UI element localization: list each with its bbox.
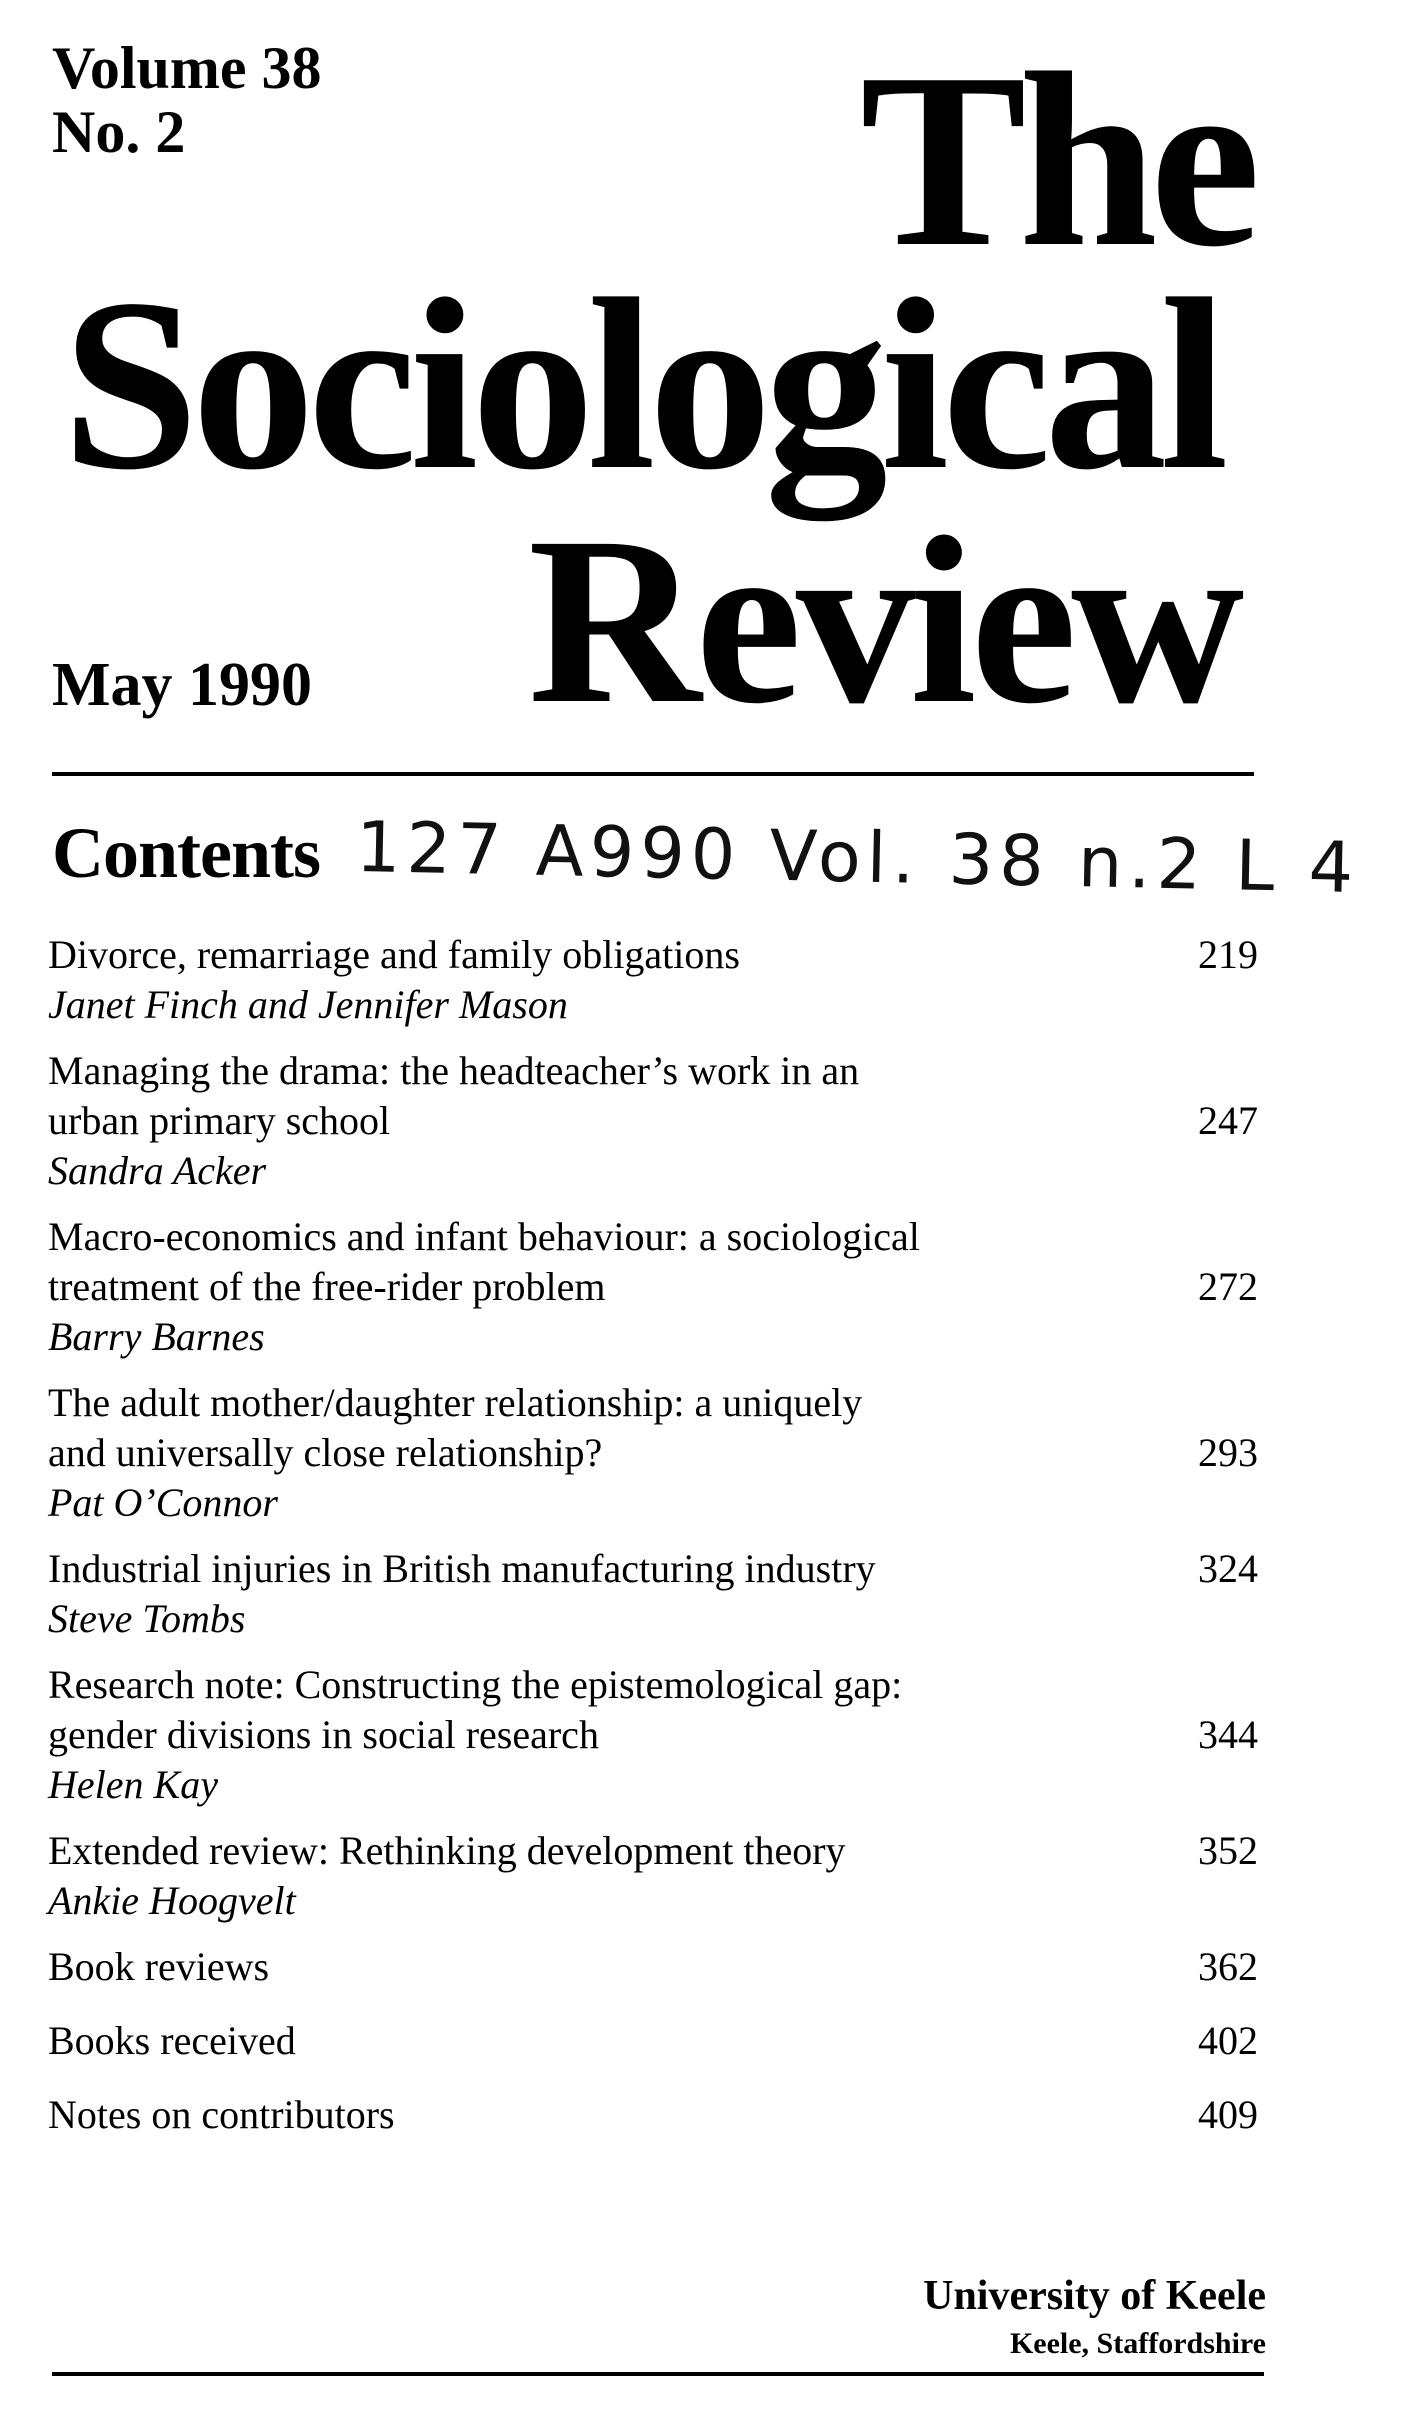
publisher-place: Keele, Staffordshire [1009,2327,1266,2360]
contents-list [48,930,1258,2164]
entry-page: 247 [1198,1098,1258,1143]
entry-author: Janet Finch and Jennifer Mason [48,982,568,1027]
volume-issue [52,36,321,164]
entry-page: 272 [1198,1264,1258,1309]
list-item [48,1826,1258,1926]
entry-author: Steve Tombs [48,1596,246,1641]
list-item [48,1378,1258,1528]
entry-author: Helen Kay [48,1762,218,1807]
list-item [48,2016,1258,2066]
entry-title-line: Notes on contributors [48,2092,395,2137]
contents-heading: Contents [52,813,321,893]
list-item [48,930,1258,1030]
entry-title-line: Books received [48,2018,296,2063]
list-item [48,1942,1258,1992]
entry-page: 324 [1198,1546,1258,1591]
entry-title-line: urban primary school [48,1098,391,1143]
entry-title-line: The adult mother/daughter relationship: a uniquely [48,1380,863,1425]
entry-title-line: Managing the drama: the headteacher’s work in an [48,1048,860,1093]
entry-page: 362 [1198,1944,1258,1989]
list-item [48,1660,1258,1810]
entry-author: Sandra Acker [48,1148,267,1193]
title-sociological: Sociological [62,249,1222,521]
publisher-block [923,2270,1266,2366]
issue-date: May 1990 [52,651,313,719]
entry-title-line: treatment of the free-rider problem [48,1264,606,1309]
entry-page: 352 [1198,1828,1258,1873]
entry-title-line: Industrial injuries in British manufacturing industry [48,1546,876,1591]
entry-page: 409 [1198,2092,1258,2137]
list-item [48,1212,1258,1362]
entry-page: 344 [1198,1712,1258,1757]
entry-title-line: Macro-economics and infant behaviour: a sociological [48,1214,920,1259]
entry-page: 219 [1198,932,1258,977]
entry-title-line: gender divisions in social research [48,1712,599,1757]
list-item [48,1046,1258,1196]
entry-title-line: Book reviews [48,1944,270,1989]
bottom-divider [52,2372,1264,2376]
entry-page: 402 [1198,2018,1258,2063]
entry-title-line: Divorce, remarriage and family obligations [48,932,740,977]
entry-title-line: and universally close relationship? [48,1430,603,1475]
list-item [48,2090,1258,2140]
title-review: Review [528,487,1239,753]
title-the: The [860,22,1253,299]
entry-author: Pat O’Connor [48,1480,278,1525]
entry-author: Ankie Hoogvelt [48,1878,296,1923]
publisher-name: University of Keele [923,2273,1266,2319]
issue-number: No. 2 [52,99,186,165]
handwritten-shelf-note: 127 A990 Vol. 38 n.2 L 4 [355,806,1360,910]
top-divider [52,772,1254,776]
entry-title-line: Research note: Constructing the epistemological gap: [48,1662,903,1707]
list-item [48,1544,1258,1644]
entry-title-line: Extended review: Rethinking development theory [48,1828,846,1873]
volume-number: Volume 38 [52,35,322,101]
entry-author: Barry Barnes [48,1314,265,1359]
entry-page: 293 [1198,1430,1258,1475]
